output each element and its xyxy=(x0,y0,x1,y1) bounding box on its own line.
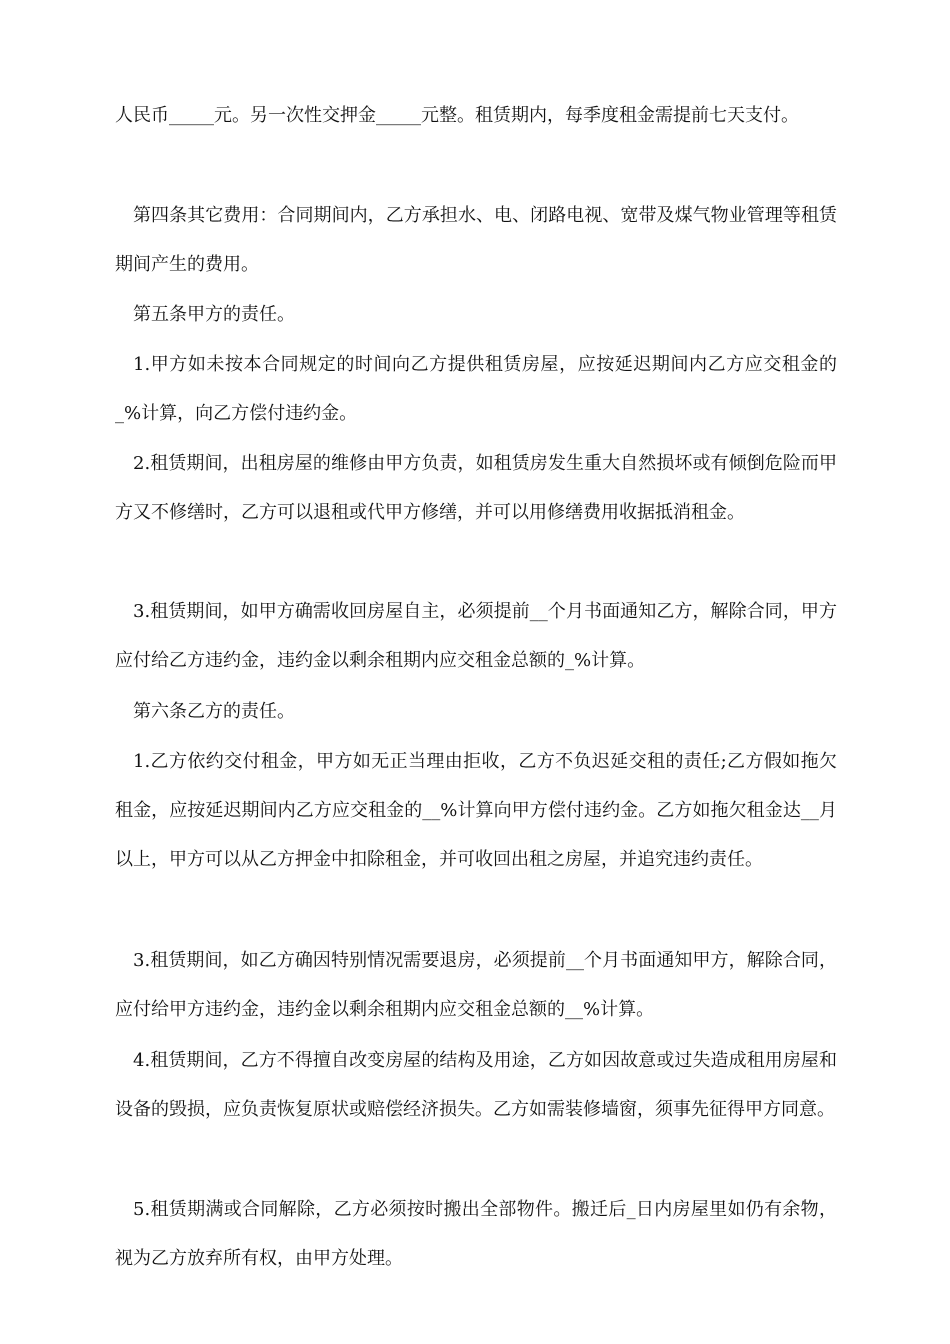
paragraph-article-4-other-fees: 第四条其它费用：合同期间内，乙方承担水、电、闭路电视、宽带及煤气物业管理等租赁期间产生的费用。 xyxy=(115,205,837,275)
heading-article-5-lessor-duties: 第五条甲方的责任。 xyxy=(133,304,295,325)
paragraph-article-6-item-3: 3.租赁期间，如乙方确因特别情况需要退房，必须提前__个月书面通知甲方，解除合同，应付给甲方违约金，违约金以剩余租期内应交租金总额的__%计算。 xyxy=(115,950,837,1020)
paragraph-rent-deposit: 人民币_____元。另一次性交押金_____元整。租赁期内，每季度租金需提前七天支付。 xyxy=(115,105,799,126)
paragraph-article-5-item-3: 3.租赁期间，如甲方确需收回房屋自主，必须提前__个月书面通知乙方，解除合同，甲方应付给乙方违约金，违约金以剩余租期内应交租金总额的_%计算。 xyxy=(115,601,837,671)
paragraph-article-6-item-5: 5.租赁期满或合同解除，乙方必须按时搬出全部物件。搬迁后_日内房屋里如仍有余物，视为乙方放弃所有权，由甲方处理。 xyxy=(115,1199,837,1269)
paragraph-article-5-item-1: 1.甲方如未按本合同规定的时间向乙方提供租赁房屋，应按延迟期间内乙方应交租金的_%计算，向乙方偿付违约金。 xyxy=(115,354,837,424)
paragraph-article-6-item-4: 4.租赁期间，乙方不得擅自改变房屋的结构及用途，乙方如因故意或过失造成租用房屋和设备的毁损，应负责恢复原状或赔偿经济损失。乙方如需装修墙窗，须事先征得甲方同意。 xyxy=(115,1050,837,1120)
paragraph-article-5-item-2: 2.租赁期间，出租房屋的维修由甲方负责，如租赁房发生重大自然损坏或有倾倒危险而甲方又不修缮时，乙方可以退租或代甲方修缮，并可以用修缮费用收据抵消租金。 xyxy=(115,453,837,523)
heading-article-6-lessee-duties: 第六条乙方的责任。 xyxy=(133,701,295,722)
paragraph-article-6-item-1: 1.乙方依约交付租金，甲方如无正当理由拒收，乙方不负迟延交租的责任;乙方假如拖欠租金，应按延迟期间内乙方应交租金的__%计算向甲方偿付违约金。乙方如拖欠租金达__月以上，甲方可以从乙方押金中扣除租金，并可收回出租之房屋，并追究违约责任。 xyxy=(115,751,837,870)
